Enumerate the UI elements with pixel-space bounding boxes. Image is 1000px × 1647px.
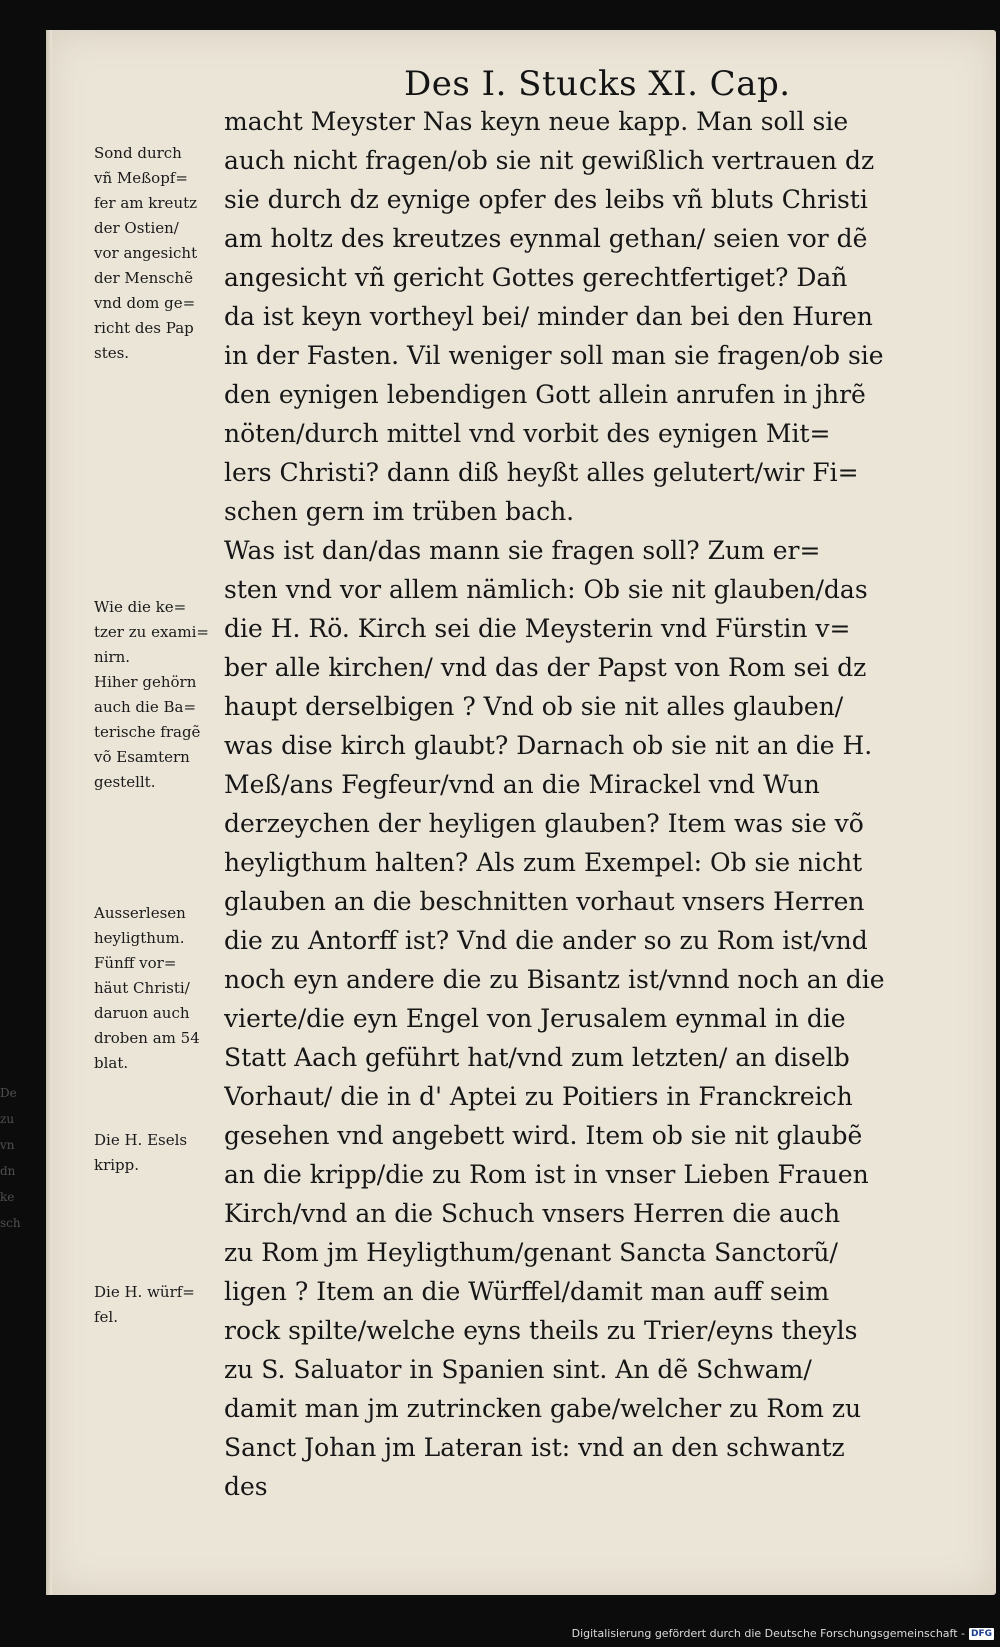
text-line: sten vnd vor allem nämlich: Ob sie nit glauben/das: [224, 575, 868, 604]
marginal-note-line: Hiher gehörn: [94, 673, 197, 691]
marginal-note-line: fel.: [94, 1308, 118, 1326]
book-page: [46, 30, 996, 1595]
marginal-note-relics: [94, 901, 224, 1076]
text-line: schen gern im trüben bach.: [224, 497, 575, 526]
main-text-block: [224, 102, 999, 1506]
text-line: Kirch/vnd an die Schuch vnsers Herren die auch: [224, 1199, 841, 1228]
text-line: Vorhaut/ die in d' Aptei zu Poitiers in Franckreich: [224, 1082, 853, 1111]
text-line: in der Fasten. Vil weniger soll man sie fragen/ob sie: [224, 341, 884, 370]
text-line: Meß/ans Fegfeur/vnd an die Mirackel vnd Wun: [224, 770, 820, 799]
text-line: gesehen vnd angebett wird. Item ob sie nit glaubẽ: [224, 1121, 863, 1150]
text-line: heyligthum halten? Als zum Exempel: Ob sie nicht: [224, 848, 863, 877]
marginal-note-line: Sond durch: [94, 144, 182, 162]
marginal-note-line: tzer zu exami=: [94, 623, 209, 641]
marginal-note-examination: [94, 595, 224, 795]
marginal-note-donkey-crib: [94, 1128, 224, 1178]
text-line: noch eyn andere die zu Bisantz ist/vnnd noch an die: [224, 965, 885, 994]
text-line: an die kripp/die zu Rom ist in vnser Lieben Frauen: [224, 1160, 869, 1189]
credit-text: Digitalisierung gefördert durch die Deutsche Forschungsgemeinschaft -: [571, 1627, 965, 1640]
marginal-note-line: der Ostien/: [94, 219, 179, 237]
text-line: zu Rom jm Heyligthum/genant Sancta Sanctorũ/: [224, 1238, 838, 1267]
text-line: rock spilte/welche eyns theils zu Trier/eyns theyls: [224, 1316, 858, 1345]
text-line: haupt derselbigen ? Vnd ob sie nit alles glauben/: [224, 692, 844, 721]
marginal-note-line: daruon auch: [94, 1004, 190, 1022]
marginal-note-line: blat.: [94, 1054, 129, 1072]
fragment-line: sch: [0, 1216, 21, 1230]
marginal-note-line: auch die Ba=: [94, 698, 197, 716]
fragment-line: dn: [0, 1164, 16, 1178]
marginal-note-line: gestellt.: [94, 773, 156, 791]
text-line: macht Meyster Nas keyn neue kapp. Man soll sie: [224, 107, 849, 136]
text-line: Sanct Johan jm Lateran ist: vnd an den schwantz: [224, 1433, 845, 1462]
marginal-note-line: terische fragẽ: [94, 723, 201, 741]
marginal-note-line: häut Christi/: [94, 979, 190, 997]
marginal-note-line: droben am 54: [94, 1029, 200, 1047]
marginal-note-line: vor angesicht: [94, 244, 198, 262]
text-line: des: [224, 1472, 268, 1501]
marginal-note-line: der Menschẽ: [94, 269, 193, 287]
adjacent-page-fragment: [0, 1080, 34, 1230]
marginal-note-line: heyligthum.: [94, 929, 185, 947]
page-gutter: [46, 30, 52, 1595]
marginal-note-dice: [94, 1280, 224, 1330]
text-line: lers Christi? dann diß heyßt alles gelutert/wir Fi=: [224, 458, 859, 487]
marginal-note-sacrifice: [94, 141, 224, 366]
marginal-note-line: Ausserlesen: [94, 904, 186, 922]
marginal-note-line: Die H. würf=: [94, 1283, 195, 1301]
text-line: auch nicht fragen/ob sie nit gewißlich vertrauen dz: [224, 146, 875, 175]
marginal-note-line: vñ Meßopf=: [94, 169, 188, 187]
marginal-note-line: nirn.: [94, 648, 131, 666]
text-line: glauben an die beschnitten vorhaut vnsers Herren: [224, 887, 865, 916]
text-line: ligen ? Item an die Würffel/damit man auff seim: [224, 1277, 830, 1306]
marginal-note-line: Fünff vor=: [94, 954, 177, 972]
text-line: was dise kirch glaubt? Darnach ob sie nit an die H.: [224, 731, 873, 760]
marginal-note-line: kripp.: [94, 1156, 140, 1174]
marginal-note-line: vnd dom ge=: [94, 294, 196, 312]
text-line: damit man jm zutrincken gabe/welcher zu Rom zu: [224, 1394, 862, 1423]
text-line: nöten/durch mittel vnd vorbit des eynigen Mit=: [224, 419, 831, 448]
text-line: Was ist dan/das mann sie fragen soll? Zum er=: [224, 536, 821, 565]
marginal-note-line: stes.: [94, 344, 130, 362]
text-line: die zu Antorff ist? Vnd die ander so zu Rom ist/vnd: [224, 926, 868, 955]
text-line: derzeychen der heyligen glauben? Item was sie võ: [224, 809, 864, 838]
dfg-logo: DFG: [970, 1628, 992, 1639]
running-head: Des I. Stucks XI. Cap.: [404, 64, 791, 104]
fragment-line: ke: [0, 1190, 15, 1204]
text-line: den eynigen lebendigen Gott allein anrufen in jhrẽ: [224, 380, 866, 409]
fragment-line: De: [0, 1086, 17, 1100]
marginal-note-line: võ Esamtern: [94, 748, 190, 766]
text-line: Statt Aach geführt hat/vnd zum letzten/ an diselb: [224, 1043, 850, 1072]
text-line: vierte/die eyn Engel von Jerusalem eynmal in die: [224, 1004, 846, 1033]
text-line: da ist keyn vortheyl bei/ minder dan bei den Huren: [224, 302, 873, 331]
text-line: die H. Rö. Kirch sei die Meysterin vnd Fürstin v=: [224, 614, 851, 643]
marginal-note-line: Wie die ke=: [94, 598, 187, 616]
marginal-note-line: richt des Pap: [94, 319, 194, 337]
text-line: ber alle kirchen/ vnd das der Papst von Rom sei dz: [224, 653, 867, 682]
text-line: sie durch dz eynige opfer des leibs vñ bluts Christi: [224, 185, 868, 214]
marginal-note-line: fer am kreutz: [94, 194, 198, 212]
fragment-line: vn: [0, 1138, 15, 1152]
text-line: angesicht vñ gericht Gottes gerechtfertiget? Dañ: [224, 263, 848, 292]
text-line: am holtz des kreutzes eynmal gethan/ seien vor dẽ: [224, 224, 868, 253]
fragment-line: zu: [0, 1112, 15, 1126]
digitization-credit: [572, 1627, 994, 1640]
marginal-note-line: Die H. Esels: [94, 1131, 188, 1149]
text-line: zu S. Saluator in Spanien sint. An dẽ Schwam/: [224, 1355, 812, 1384]
